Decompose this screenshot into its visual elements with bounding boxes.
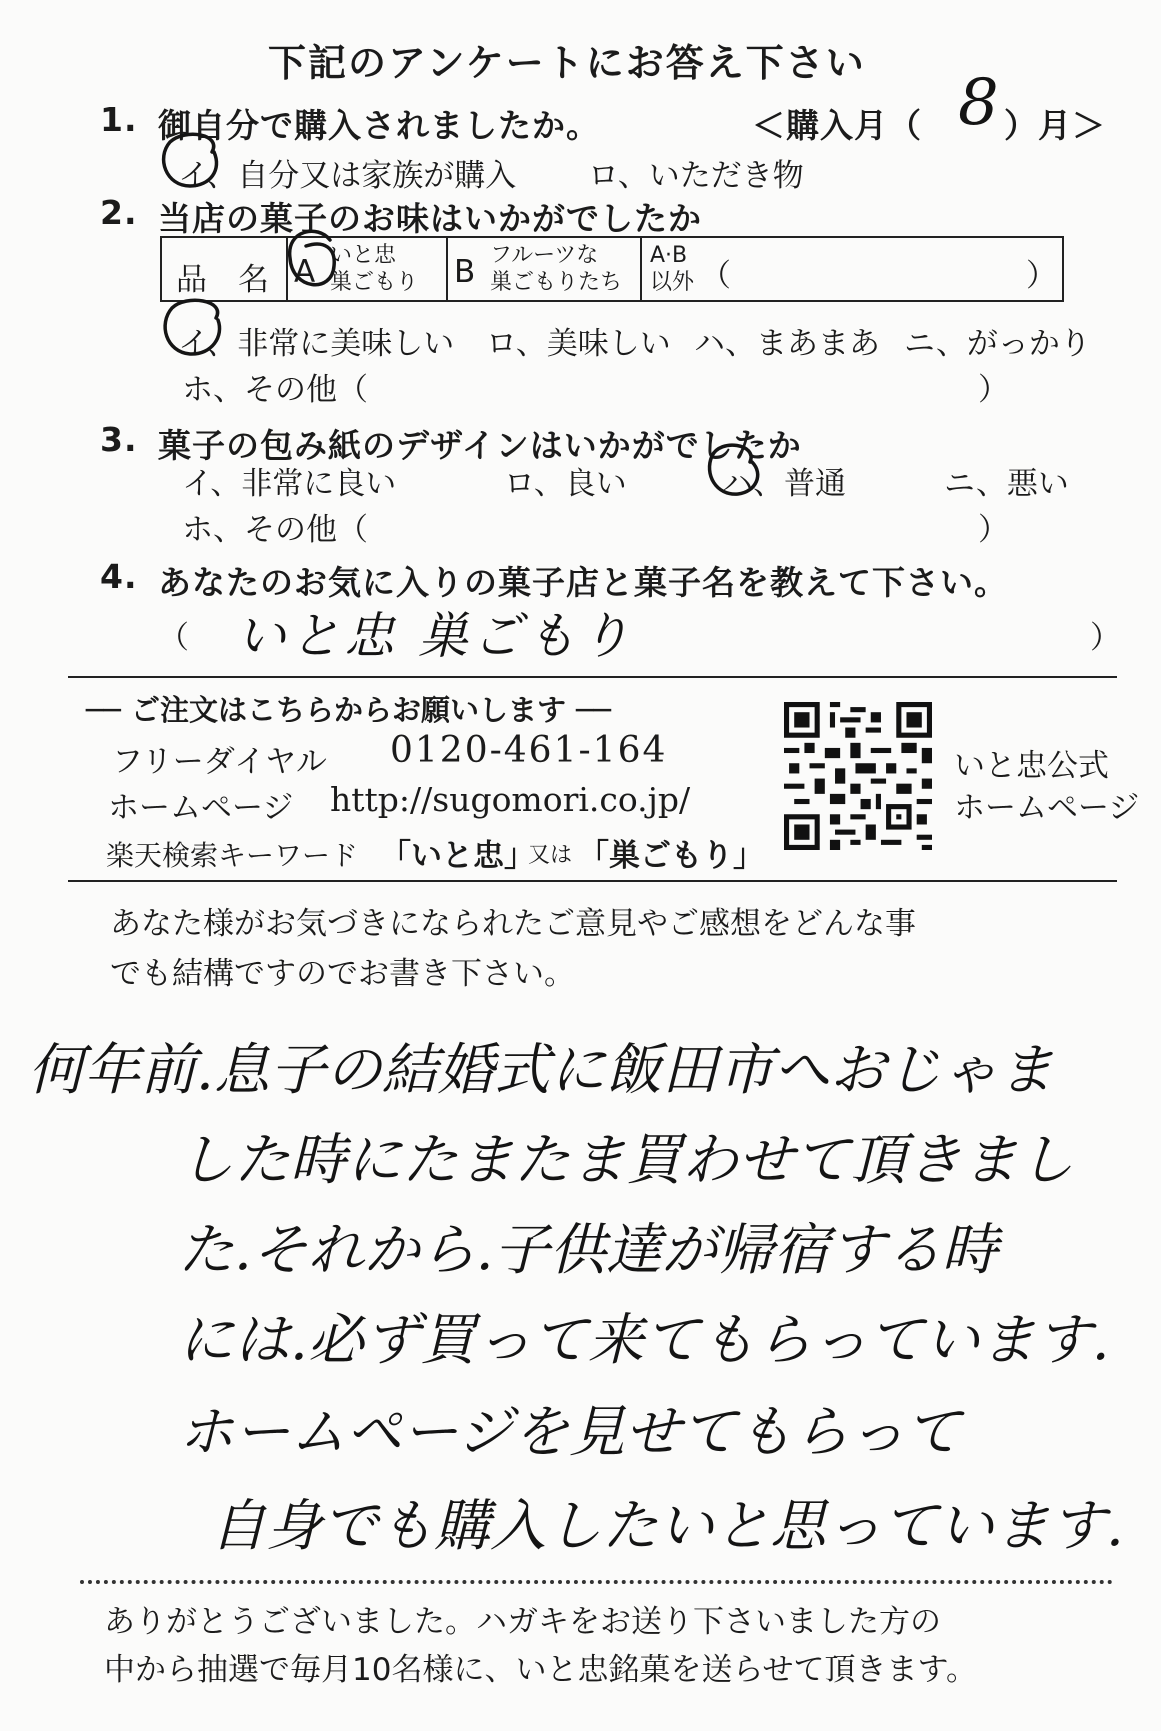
homepage-url[interactable]: http://sugomori.co.jp/ — [330, 780, 691, 819]
q3-option-ho-close: ） — [978, 512, 1009, 548]
q3-option-ho[interactable]: ホ、その他（ — [182, 512, 368, 548]
q2-option-i[interactable]: イ、非常に美味しい — [178, 326, 455, 362]
q2-option-ro[interactable]: ロ、美味しい — [486, 326, 671, 362]
table-other-paren-close: ） — [1026, 258, 1057, 294]
q2-number: 2. — [100, 193, 138, 232]
comment-prompt-line-2: でも結構ですのでお書き下さい。 — [110, 956, 575, 992]
comment-line[interactable]: 何年前.息子の結婚式に飯田市へおじゃま — [28, 1038, 1054, 1103]
q1-option-i[interactable]: イ、自分又は家族が購入 — [178, 158, 517, 194]
q2-option-ho[interactable]: ホ、その他（ — [182, 372, 368, 408]
q3-answer-circle — [710, 445, 758, 494]
comment-line[interactable]: には.必ず買って来てもらっています. — [178, 1308, 1110, 1373]
q3-option-ni[interactable]: ニ、悪い — [944, 466, 1069, 502]
q3-option-ro[interactable]: ロ、良い — [504, 466, 627, 502]
q3-option-i[interactable]: イ、非常に良い — [182, 466, 397, 502]
table-option-b-letter[interactable]: B — [454, 254, 476, 290]
q3-question: 菓子の包み紙のデザインはいかがでしたか — [158, 426, 802, 465]
table-option-b-name-1: フルーツな — [490, 243, 599, 268]
q4-question: あなたのお気に入りの菓子店と菓子名を教えて下さい。 — [158, 563, 1008, 602]
table-option-other-2: 以外 — [650, 270, 695, 295]
q2-product-answer-circle — [290, 231, 335, 284]
q2-question: 当店の菓子のお味はいかがでしたか — [158, 199, 702, 238]
homepage-label: ホームページ — [108, 790, 294, 826]
q2-option-ni[interactable]: ニ、がっかり — [904, 326, 1091, 362]
comment-line[interactable]: した時にたまたま買わせて頂きまし — [178, 1128, 1074, 1193]
table-option-other-1: A·B — [650, 243, 688, 268]
qr-caption-line-2: ホームページ — [954, 790, 1140, 826]
page-title: 下記のアンケートにお答え下さい — [268, 41, 866, 85]
q2-option-ho-close: ） — [978, 372, 1009, 408]
table-option-a-letter[interactable]: A — [294, 254, 316, 290]
q4-number: 4. — [100, 557, 138, 596]
q1-month-value[interactable]: 8 — [958, 66, 999, 140]
q2-option-ha[interactable]: ハ、まあまあ — [694, 326, 880, 362]
rakuten-keyword-sugomori[interactable]: 「巣ごもり」 — [578, 838, 764, 874]
table-other-paren-open: （ — [700, 258, 731, 294]
footer-line-1: ありがとうございました。ハガキをお送り下さいました方の — [104, 1604, 941, 1640]
q1-option-ro[interactable]: ロ、いただき物 — [588, 158, 804, 194]
comment-line[interactable]: た.それから.子供達が帰宿する時 — [178, 1218, 998, 1283]
comment-prompt-line-1: あなた様がお気づきになられたご意見やご感想をどんな事 — [110, 906, 916, 942]
q1-number: 1. — [100, 100, 138, 139]
q1-question: 御自分で購入されましたか。 — [158, 106, 600, 145]
q3-number: 3. — [100, 420, 138, 459]
rakuten-keyword-itochu[interactable]: 「いと忠」 — [380, 838, 535, 874]
table-option-b-name-2: 巣ごもりたち — [490, 270, 623, 295]
rakuten-or: 又は — [528, 843, 573, 868]
rakuten-prefix: 楽天検索キーワード — [106, 839, 359, 872]
freedial-number[interactable]: 0120-461-164 — [390, 730, 668, 771]
q4-paren-open: （ — [158, 620, 189, 656]
footer-line-2: 中から抽選で毎月10名様に、いと忠銘菓を送らせて頂きます。 — [104, 1652, 978, 1688]
comment-line[interactable]: ホームページを見せてもらって — [178, 1400, 961, 1465]
comment-line[interactable]: 自身でも購入したいと思っています. — [210, 1494, 1124, 1559]
table-head-label: 品 名 — [176, 262, 269, 298]
order-heading: ── ご注文はこちらからお願いします ── — [86, 693, 612, 727]
q2-answer-circle — [165, 300, 219, 354]
qr-caption-line-1: いと忠公式 — [954, 748, 1109, 784]
q1-answer-circle — [164, 134, 217, 186]
q4-paren-close: ） — [1090, 620, 1121, 656]
q1-month-prefix: ＜購入月（ — [752, 106, 922, 145]
table-option-a-name-1: いと忠 — [330, 243, 397, 268]
table-option-a-name-2: 巣ごもり — [330, 270, 419, 295]
q4-answer[interactable]: いと忠 巣ごもり — [236, 607, 634, 665]
freedial-label: フリーダイヤル — [112, 744, 327, 780]
q1-month-suffix: ）月＞ — [1004, 106, 1106, 145]
q3-option-ha[interactable]: ハ、普通 — [722, 466, 846, 502]
